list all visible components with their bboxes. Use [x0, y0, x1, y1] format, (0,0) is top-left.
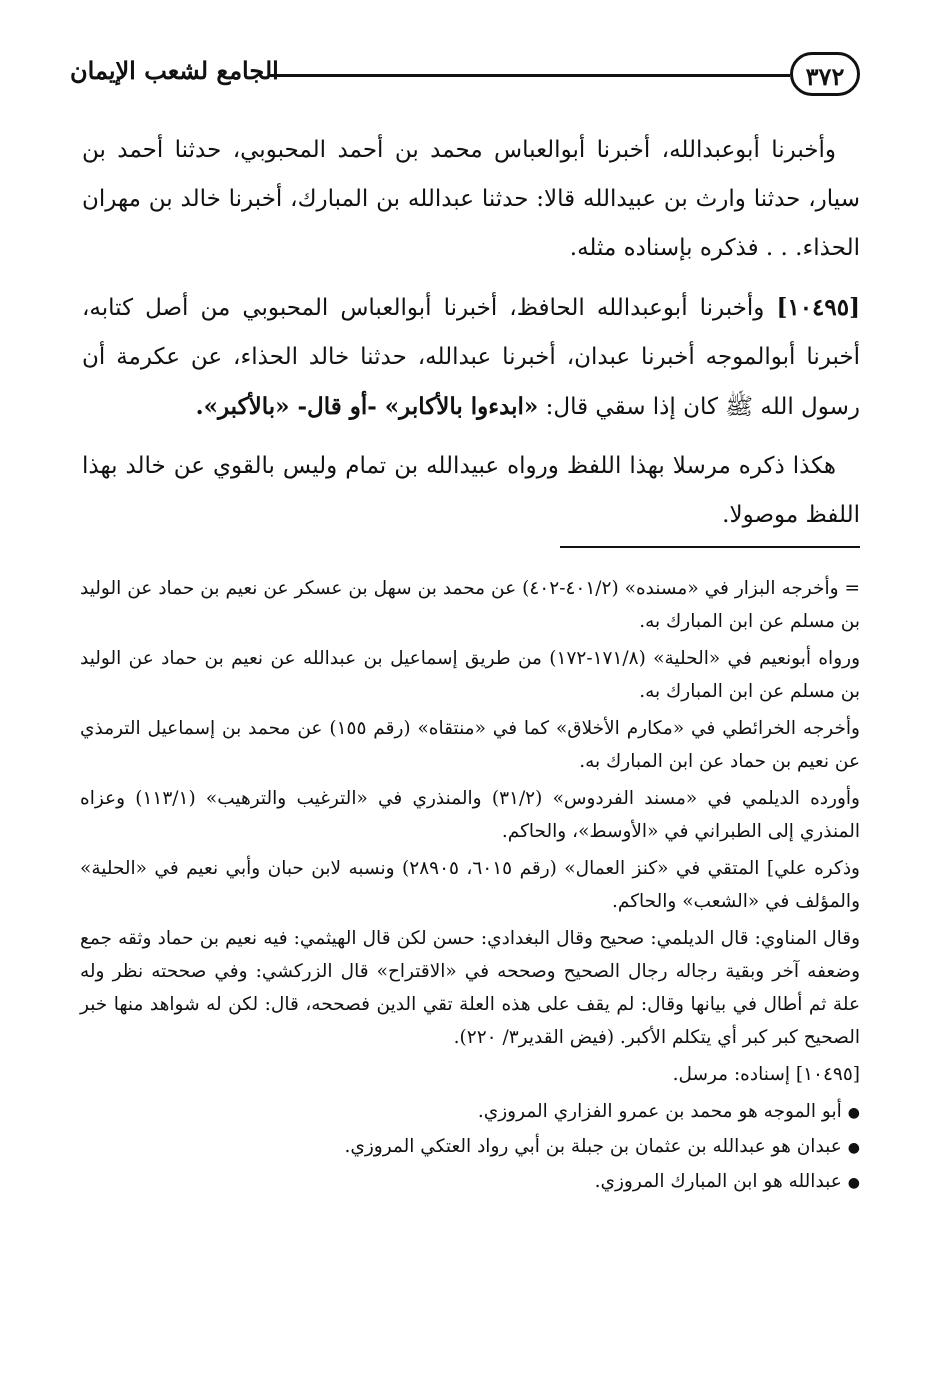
paragraph-3: هكذا ذكره مرسلا بهذا اللفظ ورواه عبيدالله بن تمام وليس بالقوي عن خالد بهذا اللفظ موصولا. — [82, 453, 860, 528]
narrator-note: عبدالله هو ابن المبارك المروزي. — [594, 1171, 842, 1192]
narrator-list — [80, 1095, 860, 1200]
list-item — [80, 1130, 860, 1165]
footnote-kharaiti: وأخرجه الخرائطي في «مكارم الأخلاق» كما في «منتقاه» (رقم ١٥٥) عن محمد بن إسماعيل الترمذي عن نعيم بن حماد عن ابن المبارك به. — [80, 718, 860, 772]
isnad-line — [80, 1058, 860, 1091]
paragraph-1: وأخبرنا أبوعبدالله، أخبرنا أبوالعباس محمد بن أحمد المحبوبي، حدثنا أحمد بن سيار، حدثنا وارث بن عبيدالله قالا: حدثنا عبدالله بن المبارك، أخبرنا خالد بن مهران الحذاء. . . فذكره بإسناده مثله. — [82, 137, 860, 261]
footnote-kanz-al-ummal: وذكره علي] المتقي في «كنز العمال» (رقم ٦٠١٥، ٢٨٩٠٥) ونسبه لابن حبان وأبي نعيم في «الحلية» والمؤلف في «الشعب» والحاكم. — [80, 858, 860, 912]
header-rule — [270, 74, 790, 77]
hadith-text: وأخبرنا أبوعبدالله الحافظ، أخبرنا أبوالعباس المحبوبي من أصل كتابه، أخبرنا أبوالموجه أخبرنا عبدان، أخبرنا عبدالله، حدثنا خالد الحذاء، عن عكرمة أن رسول الله ﷺ كان إذا سقي قال: — [82, 295, 860, 420]
footnote-daylami: وأورده الديلمي في «مسند الفردوس» (٣١/٢) والمنذري في «الترغيب والترهيب» (١١٣/١) وعزاه المنذري إلى الطبراني في «الأوسط»، والحاكم. — [80, 788, 860, 842]
footnote-munawi: وقال المناوي: قال الديلمي: صحيح وقال البغدادي: حسن لكن قال الهيثمي: فيه نعيم بن حماد وثقه جمع وضعفه آخر وبقية رجاله رجال الصحيح وصححه في «الاقتراح» قال الزركشي: وفي صححته نظر وله علة ثم أطال في بيانها وقال: لم يقف على هذه العلة تقي الدين فصححه، قال: لكن له شواهد منها خبر الصحيح كبر كبر أي يتكلم الأكبر. (فيض القدير٣/ ٢٢٠). — [80, 928, 860, 1048]
bullet-icon: ● — [847, 1175, 860, 1191]
paragraph-hadith-10495 — [82, 283, 860, 432]
list-item — [80, 1095, 860, 1130]
hadith-quote: «ابدءوا بالأكابر» -أو قال- «بالأكبر». — [195, 393, 539, 420]
book-title: الجامع لشعب الإيمان — [70, 56, 279, 85]
page-number: ٣٧٢ — [790, 52, 860, 96]
footnote-separator — [560, 546, 860, 548]
isnad-label: إسناده: مرسل. — [672, 1064, 790, 1085]
bullet-icon: ● — [847, 1105, 860, 1121]
bullet-icon: ● — [847, 1140, 860, 1156]
main-text — [82, 126, 860, 550]
isnad-number: [١٠٤٩٥] — [795, 1064, 860, 1085]
page-header — [70, 48, 860, 108]
footnote-abu-nuaym: ورواه أبونعيم في «الحلية» (١٧١/٨-١٧٢) من طريق إسماعيل بن عبدالله عن نعيم بن حماد عن الوليد بن مسلم عن ابن المبارك به. — [80, 648, 860, 702]
narrator-note: أبو الموجه هو محمد بن عمرو الفزاري المروزي. — [477, 1101, 842, 1122]
narrator-note: عبدان هو عبدالله بن عثمان بن جبلة بن أبي رواد العتكي المروزي. — [344, 1136, 842, 1157]
footnotes — [80, 572, 860, 1200]
hadith-number: [١٠٤٩٥] — [776, 294, 861, 321]
footnote-bazzar: = وأخرجه البزار في «مسنده» (٤٠١/٢-٤٠٢) عن محمد بن سهل بن عسكر عن نعيم بن حماد عن الوليد بن مسلم عن ابن المبارك به. — [80, 578, 860, 632]
list-item — [80, 1165, 860, 1200]
